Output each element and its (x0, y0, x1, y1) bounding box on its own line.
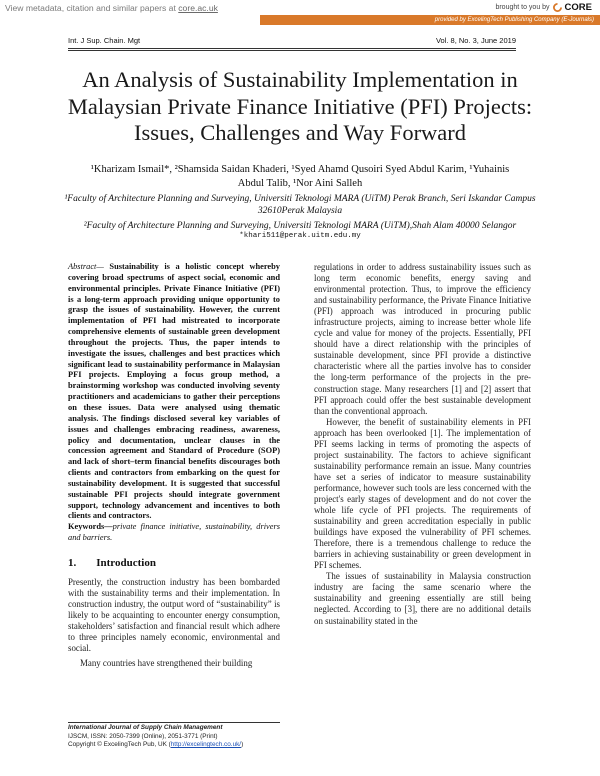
journal-short-name: Int. J Sup. Chain. Mgt (68, 36, 141, 45)
footer-issn: IJSCM, ISSN: 2050-7399 (Online), 2051-3771 (Print) (68, 732, 218, 740)
paper-title: An Analysis of Sustainability Implementation in Malaysian Private Finance Initiative (PFI) Projects: Issues, Challenges and Way Forward (67, 67, 533, 145)
header-divider-2 (68, 50, 516, 51)
core-banner (0, 0, 600, 26)
abstract-label: Abstract— (68, 262, 104, 271)
core-brand[interactable] (495, 2, 592, 13)
core-brand-word: CORE (564, 2, 592, 13)
right-paragraph-3: The issues of sustainability in Malaysia construction industry are facing the same scenario where the sustainability and greening essentially are still being neglected. According to [3], there are no additional details on sustainability stated in the (314, 571, 531, 626)
footer-copyright: Copyright © ExcelingTech Pub, UK ( (68, 741, 171, 749)
intro-paragraph-1: Presently, the construction industry has been bombarded with the sustainability terms and their implementation. In construction industry, the output word of “sustainability” is likely to be acquainting to encounter energy consumption, stakeholders’ satisfaction and financial result which adhere to three principles namely economic, environmental and social. (68, 576, 280, 654)
footer-divider (68, 722, 280, 723)
section-number: 1. (68, 556, 77, 569)
core-link-text: View metadata, citation and similar papers at (5, 3, 179, 13)
left-column (68, 262, 280, 669)
running-header (68, 36, 516, 45)
abstract (68, 262, 280, 522)
core-metadata-link[interactable] (5, 3, 218, 13)
right-paragraph-2: However, the benefit of sustainability elements in PFI approach has been overlooked [1]. The implementation of PFI seems lacking in terms of promoting the aspects of project sustainability. The factors to achieve significant sustainability performance remain an issue. Many countries have set a series of indicator to measure sustainability performance, however such tools are less concerned with the project's early stages of development and do not cover the whole life cycle of PFI projects. The requirements of sustainability and green accreditation especially in public buildings have exposed the vulnerability of PFI schemes. Therefore, there is a tremendous challenge to reduce the barriers in achieving sustainability or green development in PFI schemes. (314, 416, 531, 571)
authors-line-1: ¹Kharizam Ismail*, ²Shamsida Saidan Khaderi, ¹Syed Ahamd Qusoiri Syed Abdul Karim, ¹Yuhainis (90, 164, 510, 175)
affiliation-2: ²Faculty of Architecture Planning and Surveying, Universiti Teknologi MARA (UiTM),Shah Alam 40000 Selangor (83, 221, 517, 231)
section-title: Introduction (96, 556, 156, 569)
abstract-text: Sustainability is a holistic concept whereby covering broad spectrums of aspect social, economic and environmental principles. Private Finance Initiative (PFI) is a long-term approach providing unique opportunity to grasp the issues of sustainability. However, the current implementation of PFI had mistreated to incorporate comprehensive elements of sustainable green development throughout the projects. Thus, the paper intends to investigate the issues, challenges and best practices which significant lead to sustainability performance in Malaysian PFI projects. Employing a focus group method, a brainstorming workshop was conducted involving seventy practitioners and academicians to gather their perceptions on these issues. Data were analysed using thematic analysis. The findings disclosed several key variables of issues and challenges embracing readiness, awareness, policy and documentation, unclear clauses in the concession agreement and Standard of Procedure (SOP) and lack of short–term financial benefits discourages both clients and contractors from embarking on the quest for sustainability development. It is suggested that successful sustainable PFI projects should integrate government support, technology advancement and incentives to both clients and contractors. (68, 262, 280, 521)
authors-line-2: Abdul Talib, ¹Nor Aini Salleh (237, 178, 363, 189)
footer-url-link[interactable]: http://excelingtech.co.uk/ (170, 741, 242, 749)
right-paragraph-1: regulations in order to address sustainability issues such as long term economic benefits, energy saving and environmental protection. Thus, to improve the efficiency and sustainability performance, the Private Finance Initiative (PFI) approach was introduced in procuring public infrastructure projects, aiming to increase better whole life cycle and value for money of the projects. Essentially, PFI should have a direct relationship with the principles of sustainable development, since PFI provide a distinctive characteristic where all the parties involve has to consider the long-term performance of the projects in the pre-construction stage. Many researchers [1] and [2] assert that PFI approach could offer the best sustainable development than the conventional approach. (314, 262, 531, 416)
core-logo-icon (553, 3, 562, 12)
volume-issue: Vol. 8, No. 3, June 2019 (435, 36, 516, 45)
author-list (70, 163, 530, 191)
affiliation-1: ¹Faculty of Architecture Planning and Surveying, Universiti Teknologi MARA (UiTM) Perak Branch, Seri Iskandar Campus 32610Perak Malaysia (64, 194, 536, 216)
footer-close: ) (241, 741, 244, 749)
core-link-url[interactable]: core.ac.uk (178, 3, 218, 13)
footer (68, 724, 328, 750)
keywords (68, 522, 280, 544)
brought-to-you-text: brought to you by (495, 4, 550, 11)
corresponding-email: *khari511@perak.uitm.edu.my (239, 232, 361, 240)
footer-journal-name: International Journal of Supply Chain Management (68, 724, 223, 731)
footer-copyright-line (68, 741, 328, 750)
keywords-label: Keywords— (68, 522, 113, 532)
keywords-text: private finance initiative, sustainability, drivers and barriers. (68, 522, 280, 543)
section-heading-introduction (68, 557, 280, 569)
intro-paragraph-2: Many countries have strengthened their building (80, 658, 253, 669)
right-column (314, 262, 531, 627)
header-divider (68, 48, 516, 49)
provided-by-strip: provided by ExcelingTech Publishing Company (E-Journals) (260, 15, 600, 25)
